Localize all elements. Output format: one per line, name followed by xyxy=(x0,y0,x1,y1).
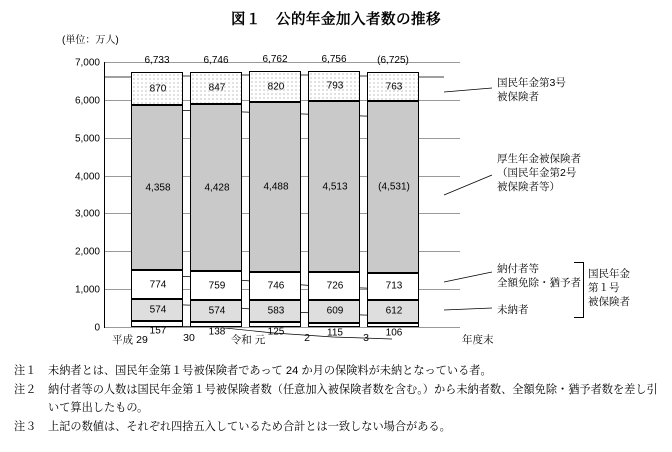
ytick-label: 2,000 xyxy=(74,246,100,258)
segment-unpaid xyxy=(308,300,360,323)
year-label: 30 xyxy=(183,332,195,344)
segment-paid xyxy=(190,271,242,300)
bar-total-label: (6,725) xyxy=(377,55,409,67)
note-label: 注３ xyxy=(14,421,37,434)
segment-value: 820 xyxy=(267,81,285,93)
note-item xyxy=(14,419,664,436)
segment-no2 xyxy=(131,105,183,270)
ytick-label: 5,000 xyxy=(74,133,100,145)
legend-no1-line3: 被保険者 xyxy=(588,296,630,309)
ytick-label: 7,000 xyxy=(74,57,100,69)
segment-unpaid xyxy=(190,300,242,322)
bar-group xyxy=(190,54,242,338)
bar-group xyxy=(308,54,360,339)
bar-total-label: 6,733 xyxy=(144,55,170,67)
segment-other xyxy=(131,321,183,337)
segment-value: 4,358 xyxy=(145,182,171,194)
segment-no2 xyxy=(308,101,360,272)
ytick-label: 0 xyxy=(94,322,100,334)
legend-no1 xyxy=(588,267,630,310)
segment-no3 xyxy=(131,72,183,105)
ytick-label: 1,000 xyxy=(74,284,100,296)
bar-group xyxy=(367,55,419,339)
x-axis-label: 年度末 xyxy=(462,334,494,346)
legend-paid xyxy=(497,262,581,290)
segment-value: 106 xyxy=(385,327,403,339)
segment-paid xyxy=(367,273,419,300)
note-label: 注２ xyxy=(14,384,37,397)
segment-value: 793 xyxy=(326,80,344,92)
era-label: 令和 xyxy=(230,334,252,346)
note-text: 納付者等の人数は国民年金第１号被保険者数（任意加入被保険者数を含む。）から未納者数、全額免除・猶予者数を差し引いて算出したもの。 xyxy=(48,384,658,414)
segment-paid xyxy=(249,272,301,300)
segment-value: 726 xyxy=(326,280,344,292)
legend-paid-line1: 納付者等 xyxy=(497,263,539,275)
ytick-label: 6,000 xyxy=(74,95,100,107)
year-label: 29 xyxy=(136,334,148,346)
segment-no2 xyxy=(249,102,301,272)
segment-value: 774 xyxy=(149,279,167,291)
segment-other xyxy=(249,322,301,338)
segment-value: 763 xyxy=(385,81,403,93)
legend-no1-line1: 国民年金 xyxy=(588,268,630,280)
segment-other xyxy=(190,322,242,338)
segment-unpaid xyxy=(131,299,183,321)
bar-group xyxy=(131,55,183,337)
segment-no3 xyxy=(190,72,242,104)
xtick-label-4 xyxy=(321,332,411,344)
year-label: 3 xyxy=(363,332,369,344)
segment-value: 583 xyxy=(267,305,285,317)
legend-no3-line1: 国民年金第3号 xyxy=(497,77,566,89)
segment-value: 609 xyxy=(326,305,344,317)
segment-value: 4,428 xyxy=(204,182,230,194)
segment-no3 xyxy=(249,71,301,102)
legend-paid-line2: 全額免除・猶予者 xyxy=(497,277,581,290)
legend-unpaid: 未納者 xyxy=(497,304,529,316)
legend-no1-line2: 第１号 xyxy=(588,282,620,295)
bar-group xyxy=(249,54,301,338)
ytick-label: 3,000 xyxy=(74,208,100,220)
note-item xyxy=(14,363,664,380)
segment-no2 xyxy=(367,101,419,273)
legend-no2-line2: （国民年金第2号 xyxy=(497,167,577,180)
segment-no2 xyxy=(190,104,242,272)
year-label: 元 xyxy=(254,334,266,346)
notes-block xyxy=(14,363,664,438)
page-title: 図１ 公的年金加入者数の推移 xyxy=(231,12,441,28)
segment-paid xyxy=(308,272,360,300)
segment-unpaid xyxy=(249,300,301,322)
legend-no3-line2: 被保険者 xyxy=(497,91,539,104)
segment-value: 870 xyxy=(149,83,167,95)
legend-no2-line3: 被保険者等） xyxy=(497,181,560,194)
plot-area xyxy=(74,54,460,339)
segment-value: 759 xyxy=(208,280,226,292)
segment-unpaid xyxy=(367,300,419,323)
era-label: 平成 xyxy=(112,334,134,346)
segment-value: 847 xyxy=(208,82,226,94)
segment-no3 xyxy=(367,72,419,101)
segment-value: 125 xyxy=(267,326,285,338)
segment-value: 138 xyxy=(208,326,226,338)
note-item xyxy=(14,382,664,417)
segment-value: 713 xyxy=(385,280,403,292)
bar-total-label: 6,746 xyxy=(203,54,229,66)
bar-total-label: 6,756 xyxy=(321,54,347,66)
ytick-label: 4,000 xyxy=(74,171,100,183)
segment-no3 xyxy=(308,71,360,101)
legend-no2-line1: 厚生年金被保険者 xyxy=(497,153,581,165)
note-text: 上記の数値は、それぞれ四捨五入しているため合計とは一致しない場合がある。 xyxy=(48,421,451,434)
segment-value: (4,531) xyxy=(378,181,410,193)
unit-label: (単位：万人) xyxy=(62,35,119,46)
note-label: 注１ xyxy=(14,365,37,377)
segment-value: 115 xyxy=(327,327,343,339)
legend-no2 xyxy=(497,152,581,195)
note-text: 未納者とは、国民年金第１号被保険者であって 24 か月の保険料が未納となっている者。 xyxy=(48,365,492,377)
legend-no3 xyxy=(497,76,566,104)
year-label: 2 xyxy=(304,332,310,344)
segment-value: 157 xyxy=(149,325,167,337)
segment-other xyxy=(308,323,360,339)
segment-value: 612 xyxy=(385,305,403,317)
segment-value: 4,513 xyxy=(322,181,348,193)
segment-value: 574 xyxy=(149,304,167,316)
segment-value: 746 xyxy=(267,280,285,292)
segment-paid xyxy=(131,270,183,299)
legend-brace xyxy=(574,262,584,318)
segment-value: 4,488 xyxy=(263,181,289,193)
bar-total-label: 6,762 xyxy=(262,54,288,66)
segment-other xyxy=(367,323,419,339)
segment-value: 574 xyxy=(208,305,226,317)
